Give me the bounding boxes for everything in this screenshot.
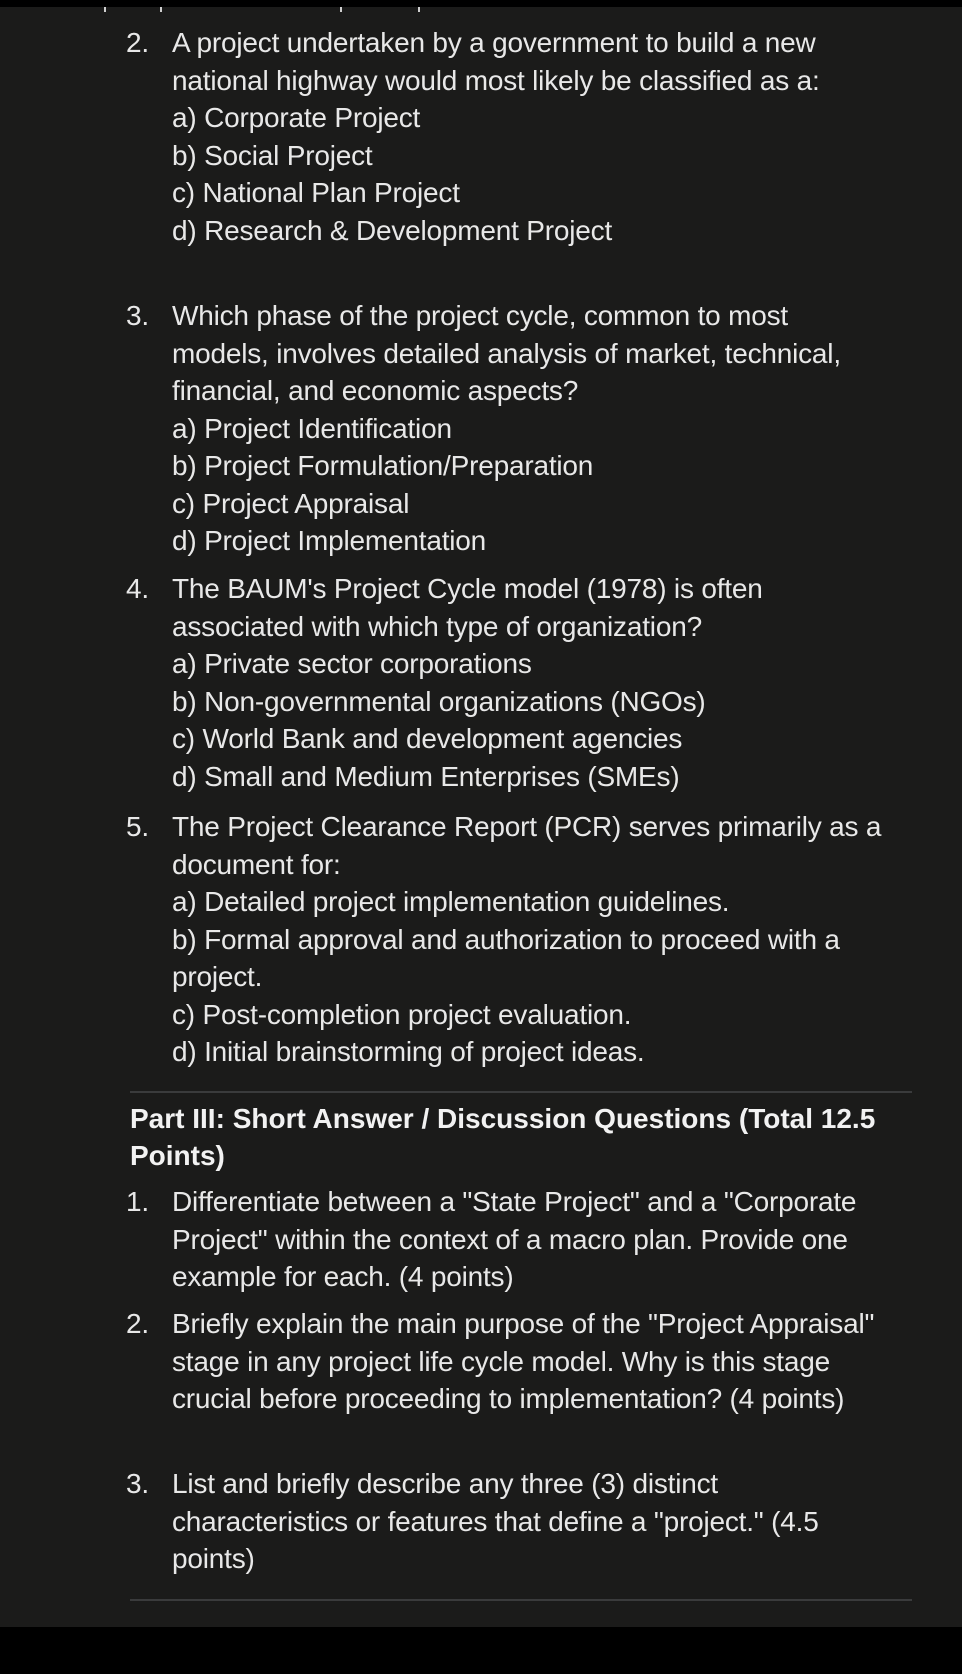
question-number: 4. (126, 573, 149, 604)
option-c: c) Project Appraisal (172, 487, 410, 519)
option-c: c) Post-completion project evaluation. (172, 998, 632, 1030)
question-text: List and briefly describe any three (3) distinct characteristics or features that define a "project." (4.5 points) (172, 1468, 819, 1574)
option-a: a) Detailed project implementation guidelines. (172, 886, 730, 917)
option-b: b) Non-governmental organizations (NGOs) (172, 685, 706, 717)
option-d: d) Project Implementation (172, 525, 487, 556)
bottom-divider (130, 1599, 912, 1601)
short-answer-question-1 (126, 1183, 926, 1296)
mc-question-3 (126, 297, 926, 560)
question-text: Which phase of the project cycle, common to most models, involves detailed analysis of market, technical, financial, and economic aspects? (172, 300, 841, 406)
short-answer-question-2 (126, 1305, 926, 1418)
section-divider (130, 1091, 912, 1093)
question-number: 3. (126, 1468, 149, 1499)
question-text: A project undertaken by a government to build a new national highway would most likely be classified as a: (172, 27, 820, 96)
mc-question-4 (126, 570, 926, 795)
short-answer-question-3 (126, 1465, 926, 1578)
question-text: The Project Clearance Report (PCR) serves primarily as a document for: (172, 811, 882, 880)
question-number: 2. (126, 1308, 149, 1339)
option-a: a) Project Identification (172, 412, 452, 444)
part-3-heading: Part III: Short Answer / Discussion Questions (Total 12.5 Points) (130, 1103, 876, 1171)
question-text: Briefly explain the main purpose of the "Project Appraisal" stage in any project life cycle model. Why is this stage crucial before proceeding to implementation? (4 points) (172, 1308, 875, 1414)
question-number: 1. (126, 1186, 149, 1217)
bottom-black-bar (0, 1627, 962, 1674)
cropped-previous-line (0, 7, 962, 15)
option-c: c) National Plan Project (172, 177, 460, 208)
question-number: 3. (126, 300, 149, 331)
option-d: d) Research & Development Project (172, 214, 613, 246)
option-b: b) Project Formulation/Preparation (172, 450, 594, 481)
option-d: d) Initial brainstorming of project ideas. (172, 1036, 645, 1067)
question-text: The BAUM's Project Cycle model (1978) is often associated with which type of organization? (172, 573, 763, 642)
question-number: 5. (126, 811, 149, 842)
option-a: a) Private sector corporations (172, 648, 532, 679)
mc-question-5 (126, 808, 926, 1071)
mc-question-2 (126, 24, 926, 249)
option-c: c) World Bank and development agencies (172, 723, 683, 754)
option-d: d) Small and Medium Enterprises (SMEs) (172, 760, 680, 792)
option-b: b) Formal approval and authorization to proceed with a project. (172, 923, 840, 992)
option-a: a) Corporate Project (172, 102, 421, 133)
option-b: b) Social Project (172, 139, 373, 171)
top-black-bar (0, 0, 962, 7)
question-text: Differentiate between a "State Project" and a "Corporate Project" within the context of a macro plan. Provide one example for each. (4 points) (172, 1186, 857, 1292)
question-number: 2. (126, 27, 149, 58)
